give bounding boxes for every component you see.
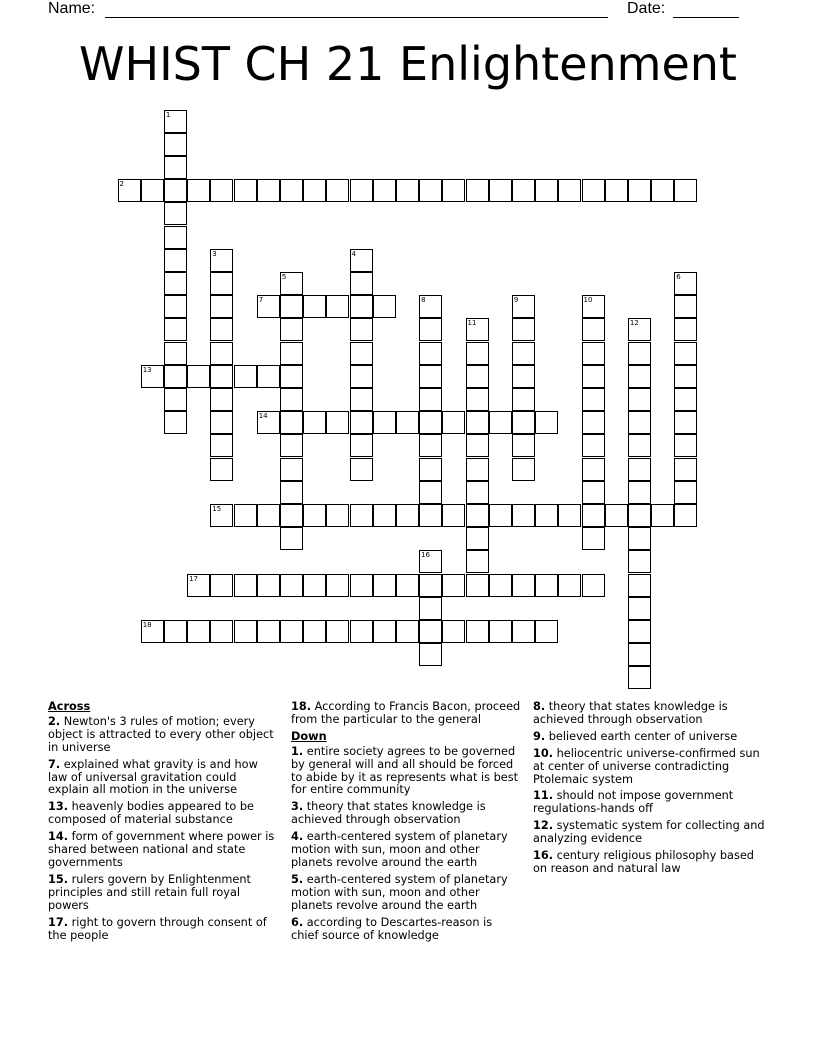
clue-number: 18 xyxy=(142,620,152,629)
grid-cell[interactable] xyxy=(350,388,373,411)
grid-cell[interactable] xyxy=(164,249,187,272)
grid-cell[interactable] xyxy=(280,365,303,388)
clue-across-15: 15. rulers govern by Enlightenment principles and still retain full royal powers xyxy=(48,872,251,912)
grid-cell[interactable] xyxy=(489,620,512,643)
grid-cell[interactable] xyxy=(582,295,605,318)
grid-cell[interactable] xyxy=(257,179,280,202)
clue-down-12: 12. systematic system for collecting and analyzing evidence xyxy=(533,819,765,846)
grid-cell[interactable] xyxy=(350,620,373,643)
grid-cell[interactable] xyxy=(605,504,628,527)
grid-cell[interactable] xyxy=(466,481,489,504)
grid-cell[interactable] xyxy=(326,620,349,643)
grid-cell[interactable] xyxy=(605,179,628,202)
grid-cell[interactable] xyxy=(210,342,233,365)
grid-cell[interactable] xyxy=(419,179,442,202)
clue-down-3: 3. theory that states knowledge is achieved through observation xyxy=(291,800,486,827)
grid-cell[interactable] xyxy=(512,434,535,457)
grid-cell[interactable] xyxy=(350,411,373,434)
grid-cell[interactable] xyxy=(674,342,697,365)
grid-cell[interactable] xyxy=(628,550,651,573)
grid-cell[interactable] xyxy=(350,249,373,272)
grid-cell[interactable] xyxy=(164,620,187,643)
grid-cell[interactable] xyxy=(396,411,419,434)
grid-cell[interactable] xyxy=(373,411,396,434)
clue-down-10: 10. heliocentric universe-confirmed sun at center of universe contradicting Ptolemaic system xyxy=(533,746,760,786)
grid-cell[interactable] xyxy=(419,411,442,434)
grid-cell[interactable] xyxy=(512,411,535,434)
grid-cell[interactable] xyxy=(674,295,697,318)
grid-cell[interactable] xyxy=(164,365,187,388)
grid-cell[interactable] xyxy=(303,620,326,643)
grid-cell[interactable] xyxy=(442,574,465,597)
grid-cell[interactable] xyxy=(326,411,349,434)
grid-cell[interactable] xyxy=(628,666,651,689)
grid-cell[interactable] xyxy=(210,411,233,434)
clue-number: 11 xyxy=(467,319,477,328)
grid-cell[interactable] xyxy=(442,411,465,434)
grid-cell[interactable] xyxy=(558,504,581,527)
grid-cell[interactable] xyxy=(210,388,233,411)
grid-cell[interactable] xyxy=(419,620,442,643)
grid-cell[interactable] xyxy=(373,574,396,597)
grid-cell[interactable] xyxy=(628,643,651,666)
clue-across-14: 14. form of government where power is shared between national and state governments xyxy=(48,830,275,869)
grid-cell[interactable] xyxy=(674,458,697,481)
grid-cell[interactable] xyxy=(466,527,489,550)
grid-cell[interactable] xyxy=(280,411,303,434)
grid-cell[interactable] xyxy=(373,504,396,527)
grid-cell[interactable] xyxy=(210,272,233,295)
grid-cell[interactable] xyxy=(582,481,605,504)
grid-cell[interactable] xyxy=(674,318,697,341)
grid-cell[interactable] xyxy=(628,179,651,202)
grid-cell[interactable] xyxy=(628,458,651,481)
grid-cell[interactable] xyxy=(210,295,233,318)
grid-cell[interactable] xyxy=(280,620,303,643)
grid-cell[interactable] xyxy=(535,179,558,202)
clue-number: 9 xyxy=(513,296,519,305)
grid-cell[interactable] xyxy=(164,110,187,133)
grid-cell[interactable] xyxy=(466,179,489,202)
grid-cell[interactable] xyxy=(535,411,558,434)
clue-down-5: 5. earth-centered system of planetary motion with sun, moon and other planets revolve around the earth xyxy=(291,872,508,912)
across-heading: Across xyxy=(48,700,91,713)
grid-cell[interactable] xyxy=(419,318,442,341)
grid-cell[interactable] xyxy=(674,272,697,295)
grid-cell[interactable] xyxy=(210,620,233,643)
grid-cell[interactable] xyxy=(466,388,489,411)
grid-cell[interactable] xyxy=(512,295,535,318)
grid-cell[interactable] xyxy=(466,411,489,434)
grid-cell[interactable] xyxy=(628,620,651,643)
grid-cell[interactable] xyxy=(280,574,303,597)
grid-cell[interactable] xyxy=(303,411,326,434)
clue-down-11: 11. should not impose government regulations-hands off xyxy=(533,789,734,816)
grid-cell[interactable] xyxy=(674,411,697,434)
grid-cell[interactable] xyxy=(674,504,697,527)
grid-cell[interactable] xyxy=(628,388,651,411)
grid-cell[interactable] xyxy=(280,481,303,504)
puzzle-title: WHIST CH 21 Enlightenment xyxy=(79,37,737,91)
grid-cell[interactable] xyxy=(628,481,651,504)
grid-cell[interactable] xyxy=(234,574,257,597)
grid-cell[interactable] xyxy=(396,620,419,643)
grid-cell[interactable] xyxy=(187,620,210,643)
grid-cell[interactable] xyxy=(164,295,187,318)
grid-cell[interactable] xyxy=(419,481,442,504)
clue-down-8: 8. theory that states knowledge is achieved through observation xyxy=(533,700,728,726)
grid-cell[interactable] xyxy=(257,620,280,643)
grid-cell[interactable] xyxy=(164,411,187,434)
grid-cell[interactable] xyxy=(164,318,187,341)
grid-cell[interactable] xyxy=(674,434,697,457)
grid-cell[interactable] xyxy=(582,458,605,481)
clue-number: 7 xyxy=(258,296,264,305)
grid-cell[interactable] xyxy=(164,202,187,225)
grid-cell[interactable] xyxy=(582,434,605,457)
grid-cell[interactable] xyxy=(187,574,210,597)
grid-cell[interactable] xyxy=(628,527,651,550)
grid-cell[interactable] xyxy=(257,574,280,597)
grid-cell[interactable] xyxy=(164,179,187,202)
grid-cell[interactable] xyxy=(280,388,303,411)
grid-cell[interactable] xyxy=(164,272,187,295)
clue-across-18: 18. According to Francis Bacon, proceed from the particular to the general xyxy=(291,700,521,726)
grid-cell[interactable] xyxy=(187,365,210,388)
clue-down-16: 16. century religious philosophy based on reason and natural law xyxy=(533,849,754,875)
clue-across-7: 7. explained what gravity is and how law of universal gravitation could explain all motion in the universe xyxy=(48,757,258,797)
grid-cell[interactable] xyxy=(512,388,535,411)
grid-cell[interactable] xyxy=(350,458,373,481)
grid-cell[interactable] xyxy=(141,179,164,202)
grid-cell[interactable] xyxy=(257,504,280,527)
grid-cell[interactable] xyxy=(326,574,349,597)
grid-cell[interactable] xyxy=(628,597,651,620)
grid-cell[interactable] xyxy=(674,179,697,202)
grid-cell[interactable] xyxy=(164,226,187,249)
clue-number: 1 xyxy=(165,110,171,119)
grid-cell[interactable] xyxy=(466,458,489,481)
grid-cell[interactable] xyxy=(419,458,442,481)
grid-cell[interactable] xyxy=(558,179,581,202)
grid-cell[interactable] xyxy=(419,295,442,318)
grid-cell[interactable] xyxy=(326,179,349,202)
clue-across-2: 2. Newton's 3 rules of motion; every object is attracted to every other object in universe xyxy=(48,714,274,754)
grid-cell[interactable] xyxy=(651,504,674,527)
grid-cell[interactable] xyxy=(419,574,442,597)
grid-cell[interactable] xyxy=(164,133,187,156)
grid-cell[interactable] xyxy=(419,643,442,666)
grid-cell[interactable] xyxy=(303,295,326,318)
clue-number: 12 xyxy=(629,319,639,328)
grid-cell[interactable] xyxy=(280,458,303,481)
clues-column-3 xyxy=(533,701,765,880)
grid-cell[interactable] xyxy=(210,179,233,202)
grid-cell[interactable] xyxy=(373,620,396,643)
grid-cell[interactable] xyxy=(280,179,303,202)
clue-number: 4 xyxy=(351,249,356,258)
grid-cell[interactable] xyxy=(234,504,257,527)
grid-cell[interactable] xyxy=(210,249,233,272)
name-label: Name: xyxy=(48,0,96,17)
grid-cell[interactable] xyxy=(466,365,489,388)
grid-cell[interactable] xyxy=(674,388,697,411)
grid-cell[interactable] xyxy=(164,342,187,365)
grid-cell[interactable] xyxy=(419,365,442,388)
grid-cell[interactable] xyxy=(280,342,303,365)
grid-cell[interactable] xyxy=(466,550,489,573)
grid-cell[interactable] xyxy=(234,365,257,388)
grid-cell[interactable] xyxy=(396,179,419,202)
grid-cell[interactable] xyxy=(512,342,535,365)
grid-cell[interactable] xyxy=(442,504,465,527)
grid-cell[interactable] xyxy=(582,365,605,388)
grid-cell[interactable] xyxy=(466,620,489,643)
grid-cell[interactable] xyxy=(512,179,535,202)
clues-column-1 xyxy=(48,701,280,946)
grid-cell[interactable] xyxy=(280,504,303,527)
grid-cell[interactable] xyxy=(350,342,373,365)
grid-cell[interactable] xyxy=(326,504,349,527)
grid-cell[interactable] xyxy=(442,179,465,202)
grid-cell[interactable] xyxy=(210,434,233,457)
grid-cell[interactable] xyxy=(164,156,187,179)
grid-cell[interactable] xyxy=(350,365,373,388)
grid-cell[interactable] xyxy=(628,434,651,457)
grid-cell[interactable] xyxy=(257,295,280,318)
grid-cell[interactable] xyxy=(210,365,233,388)
grid-cell[interactable] xyxy=(628,574,651,597)
clue-down-9: 9. believed earth center of universe xyxy=(533,729,738,743)
grid-cell[interactable] xyxy=(373,179,396,202)
grid-cell[interactable] xyxy=(628,365,651,388)
grid-cell[interactable] xyxy=(350,272,373,295)
clue-down-4: 4. earth-centered system of planetary motion with sun, moon and other planets revolve around the earth xyxy=(291,830,508,869)
grid-cell[interactable] xyxy=(187,179,210,202)
grid-cell[interactable] xyxy=(466,504,489,527)
down-heading: Down xyxy=(291,729,327,743)
grid-cell[interactable] xyxy=(210,458,233,481)
clues-column-2 xyxy=(291,701,523,946)
grid-cell[interactable] xyxy=(651,179,674,202)
grid-cell[interactable] xyxy=(210,574,233,597)
grid-cell[interactable] xyxy=(582,504,605,527)
grid-cell[interactable] xyxy=(466,434,489,457)
grid-cell[interactable] xyxy=(419,504,442,527)
grid-cell[interactable] xyxy=(210,318,233,341)
clue-down-1: 1. entire society agrees to be governed by general will and all should be forced to abide by it as represents what is best for entire community xyxy=(291,744,519,797)
grid-cell[interactable] xyxy=(535,504,558,527)
grid-cell[interactable] xyxy=(118,179,141,202)
grid-cell[interactable] xyxy=(582,342,605,365)
grid-cell[interactable] xyxy=(280,272,303,295)
grid-cell[interactable] xyxy=(466,318,489,341)
grid-cell[interactable] xyxy=(419,434,442,457)
clue-number: 10 xyxy=(583,296,593,305)
grid-cell[interactable] xyxy=(489,504,512,527)
grid-cell[interactable] xyxy=(141,365,164,388)
grid-cell[interactable] xyxy=(489,411,512,434)
grid-cell[interactable] xyxy=(512,365,535,388)
grid-cell[interactable] xyxy=(419,388,442,411)
grid-cell[interactable] xyxy=(628,318,651,341)
grid-cell[interactable] xyxy=(350,179,373,202)
grid-cell[interactable] xyxy=(512,458,535,481)
grid-cell[interactable] xyxy=(280,318,303,341)
grid-cell[interactable] xyxy=(558,574,581,597)
clue-number: 8 xyxy=(421,296,426,305)
grid-cell[interactable] xyxy=(326,295,349,318)
clue-number: 15 xyxy=(212,504,222,513)
grid-cell[interactable] xyxy=(303,504,326,527)
grid-cell[interactable] xyxy=(512,620,535,643)
grid-cell[interactable] xyxy=(535,620,558,643)
grid-cell[interactable] xyxy=(280,295,303,318)
grid-cell[interactable] xyxy=(210,504,233,527)
clue-number: 2 xyxy=(119,180,124,189)
grid-cell[interactable] xyxy=(141,620,164,643)
grid-cell[interactable] xyxy=(582,179,605,202)
grid-cell[interactable] xyxy=(582,574,605,597)
grid-cell[interactable] xyxy=(350,295,373,318)
grid-cell[interactable] xyxy=(442,620,465,643)
grid-cell[interactable] xyxy=(280,527,303,550)
grid-cell[interactable] xyxy=(466,342,489,365)
grid-cell[interactable] xyxy=(350,504,373,527)
grid-cell[interactable] xyxy=(419,550,442,573)
grid-cell[interactable] xyxy=(164,388,187,411)
grid-cell[interactable] xyxy=(582,527,605,550)
grid-cell[interactable] xyxy=(582,318,605,341)
grid-cell[interactable] xyxy=(582,388,605,411)
grid-cell[interactable] xyxy=(396,504,419,527)
grid-cell[interactable] xyxy=(489,179,512,202)
grid-cell[interactable] xyxy=(257,365,280,388)
grid-cell[interactable] xyxy=(466,574,489,597)
grid-cell[interactable] xyxy=(303,574,326,597)
grid-cell[interactable] xyxy=(674,481,697,504)
clue-number: 14 xyxy=(258,412,268,421)
grid-cell[interactable] xyxy=(628,411,651,434)
grid-cell[interactable] xyxy=(535,574,558,597)
grid-cell[interactable] xyxy=(674,365,697,388)
grid-cell[interactable] xyxy=(303,179,326,202)
grid-cell[interactable] xyxy=(280,434,303,457)
grid-cell[interactable] xyxy=(419,342,442,365)
grid-cell[interactable] xyxy=(419,597,442,620)
grid-cell[interactable] xyxy=(373,295,396,318)
grid-cell[interactable] xyxy=(396,574,419,597)
clue-number: 17 xyxy=(189,574,199,583)
grid-cell[interactable] xyxy=(234,179,257,202)
grid-cell[interactable] xyxy=(628,504,651,527)
grid-cell[interactable] xyxy=(628,342,651,365)
clue-down-6: 6. according to Descartes-reason is chief source of knowledge xyxy=(291,915,493,942)
grid-cell[interactable] xyxy=(582,411,605,434)
grid-cell[interactable] xyxy=(350,434,373,457)
grid-cell[interactable] xyxy=(512,574,535,597)
clue-number: 3 xyxy=(212,249,217,258)
grid-cell[interactable] xyxy=(257,411,280,434)
grid-cell[interactable] xyxy=(350,318,373,341)
grid-cell[interactable] xyxy=(512,318,535,341)
clue-number: 13 xyxy=(142,365,152,374)
grid-cell[interactable] xyxy=(350,574,373,597)
clue-across-13: 13. heavenly bodies appeared to be composed of material substance xyxy=(48,800,254,827)
clue-number: 16 xyxy=(421,551,431,560)
grid-cell[interactable] xyxy=(234,620,257,643)
grid-cell[interactable] xyxy=(512,504,535,527)
clue-across-17: 17. right to govern through consent of the people xyxy=(48,915,267,942)
date-label: Date: xyxy=(627,0,666,17)
grid-cell[interactable] xyxy=(489,574,512,597)
clue-number: 5 xyxy=(281,272,287,281)
clue-number: 6 xyxy=(676,272,681,281)
